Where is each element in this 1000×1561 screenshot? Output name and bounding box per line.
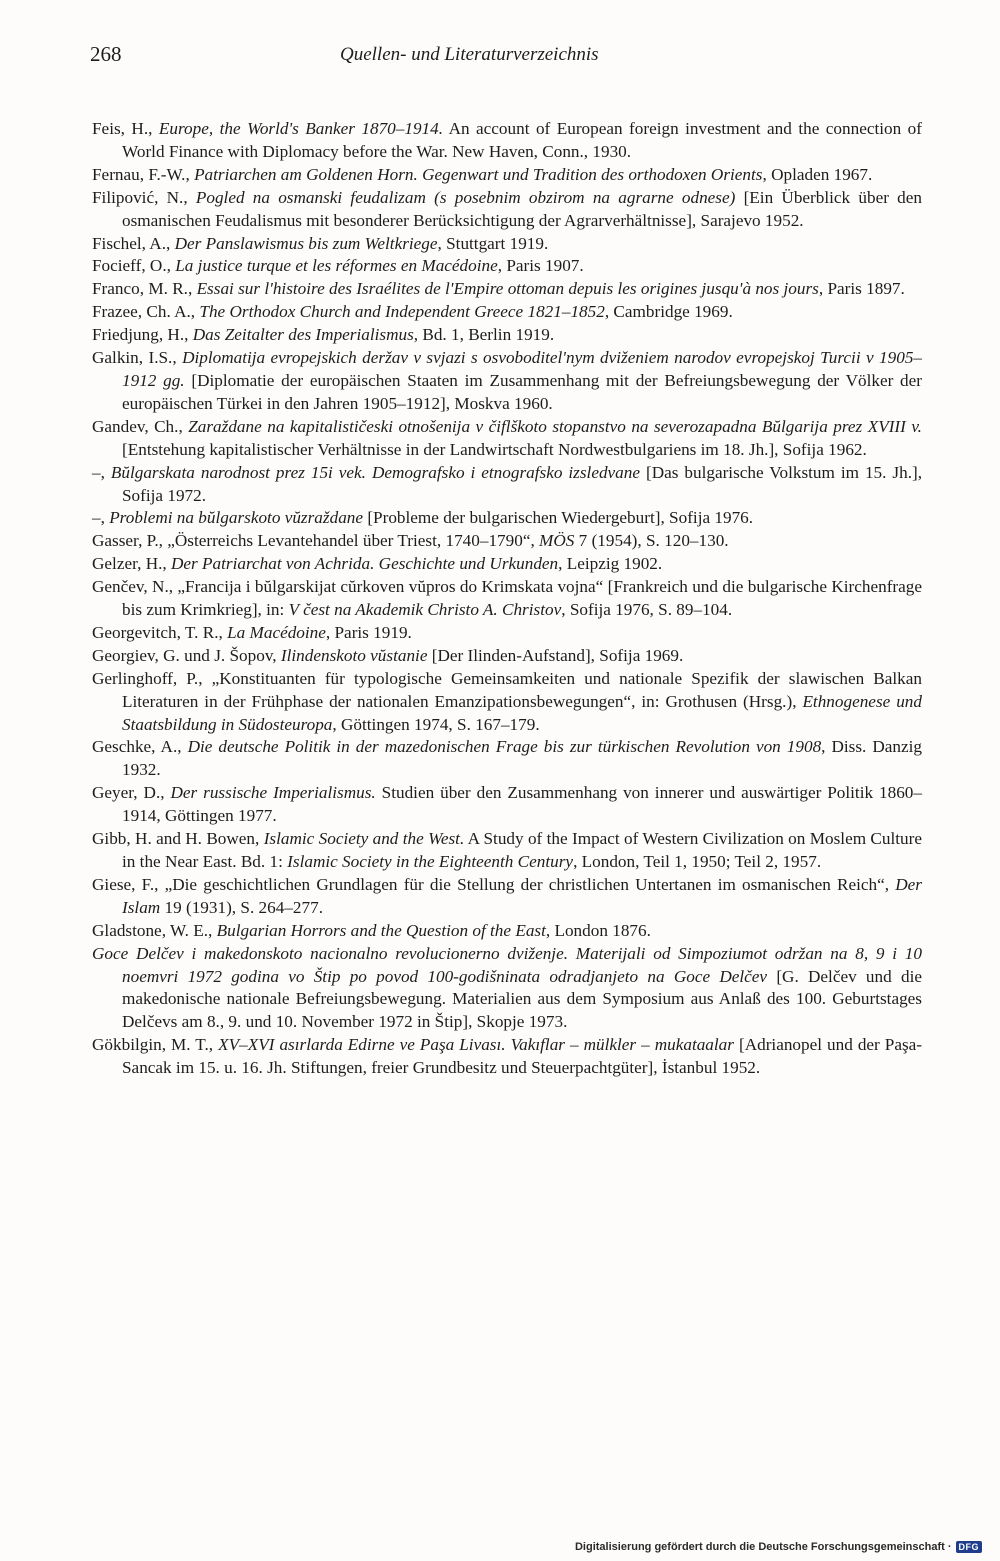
bibliography-entry — [92, 255, 922, 278]
entry-text: [Adrianopel und der Paşa-Sancak im 15. u. 16. Jh. Stiftungen, freier Grundbesitz und Steuerpachtgüter], İstanbul 1952. — [122, 1035, 922, 1078]
entry-text: Franco, M. R., — [92, 279, 197, 299]
bibliography-entry — [92, 782, 922, 828]
entry-text: [Diplomatie der europäischen Staaten im Zusammenhang mit der Befreiungsbewegung der Völker der europäischen Türkei in den Jahren 1905–1912], Moskva 1960. — [122, 370, 923, 413]
entry-text: A Study of the Impact of Western Civilization on Moslem Culture in the Near East. Bd. 1: — [122, 829, 922, 871]
entry-title: Der Islam — [122, 874, 922, 917]
entry-title: Diplomatija evropejskich deržav v svjazi s osvoboditel'nym dviženiem narodov evropejskoj Turcii v 1905–1912 gg. — [122, 348, 923, 390]
entry-text: , Paris 1919. — [325, 622, 412, 642]
entry-text: , Sofija 1976, S. 89–104. — [561, 600, 733, 620]
entry-text: Georgiev, G. und J. Šopov, — [92, 645, 281, 665]
entry-text: Giese, F., „Die geschichtlichen Grundlagen für die Stellung der christlichen Untertanen im osmanischen Reich“, — [92, 874, 896, 894]
entry-text: , Opladen 1967. — [762, 164, 873, 184]
entry-title: Islamic Society in the Eighteenth Century — [287, 852, 574, 871]
bibliography-entry — [92, 507, 922, 530]
entry-title: Essai sur l'histoire des Israélites de l'Empire ottoman depuis les origines jusqu'à nos jours — [196, 279, 819, 299]
bibliography-entry — [92, 462, 922, 508]
entry-title: La justice turque et les réformes en Macédoine — [175, 256, 498, 276]
entry-text: Gibb, H. and H. Bowen, — [92, 829, 264, 849]
entry-title: Goce Delčev i makedonskoto nacionalno revolucionerno dviženje. Materijali od Simpoziumot održan na 8, 9 i 10 noemvri 1972 godina vo Štip po povod 100-godišninata odradjanjeto na Goce Delčev — [92, 943, 922, 986]
entry-text: –, — [92, 508, 110, 528]
bibliography-entry — [92, 920, 922, 943]
entry-title: Ethnogenese und Staatsbildung in Südosteuropa — [122, 691, 922, 734]
bibliography-entry — [92, 187, 922, 233]
entry-text: An account of European foreign investment and the connection of World Finance with Diplomacy before the War. New Haven, Conn., 1930. — [122, 119, 922, 161]
bibliography-entry — [92, 645, 922, 668]
bibliography-entry — [92, 233, 922, 256]
bibliography-entry — [92, 416, 922, 462]
entry-title: Bulgarian Horrors and the Question of the East — [216, 920, 546, 940]
entry-text: Feis, H., — [92, 119, 159, 138]
bibliography-entry — [92, 874, 922, 920]
entry-text: Friedjung, H., — [92, 325, 193, 345]
digitization-credit — [575, 1541, 982, 1553]
entry-text: , Göttingen 1974, S. 167–179. — [332, 714, 540, 734]
entry-title: Der Panslawismus bis zum Weltkriege — [174, 233, 438, 253]
entry-text: , Leipzig 1902. — [558, 554, 663, 574]
entry-text: , Paris 1907. — [497, 256, 584, 276]
entry-text: 7 (1954), S. 120–130. — [574, 531, 729, 551]
entry-title: Europe, the World's Banker 1870–1914. — [158, 119, 444, 138]
entry-title: Islamic Society and the West. — [263, 829, 465, 849]
entry-title: Ilindenskoto vŭstanie — [280, 645, 428, 665]
bibliography-entry — [92, 736, 922, 782]
entry-text: Geschke, A., — [92, 737, 188, 757]
bibliography-entry — [92, 622, 922, 645]
entry-text: , Paris 1897. — [818, 279, 905, 299]
bibliography-entry — [92, 118, 922, 164]
entry-title: Pogled na osmanski feudalizam (s posebnim obzirom na agrarne odnese) — [195, 187, 736, 207]
entry-title: Problemi na bŭlgarskoto vŭzraždane — [109, 508, 364, 528]
bibliography-entry — [92, 1034, 922, 1080]
bibliography-entry — [92, 278, 922, 301]
entry-title: The Orthodox Church and Independent Greece 1821–1852 — [199, 302, 605, 322]
entry-text: Fernau, F.-W., — [92, 164, 195, 184]
entry-title: Das Zeitalter des Imperialismus — [192, 325, 414, 345]
entry-title: Der Patriarchat von Achrida. Geschichte und Urkunden — [171, 554, 559, 574]
entry-text: Studien über den Zusammenhang von innerer und auswärtiger Politik 1860–1914, Göttingen 1977. — [122, 783, 922, 826]
entry-text: [Der Ilinden-Aufstand], Sofija 1969. — [427, 645, 684, 665]
bibliography-entry — [92, 301, 922, 324]
entry-text: Geyer, D., — [92, 783, 171, 803]
entry-text: [Das bulgarische Volkstum im 15. Jh.], Sofija 1972. — [122, 462, 923, 505]
entry-text: 19 (1931), S. 264–277. — [160, 897, 324, 917]
bibliography-entry — [92, 576, 922, 622]
page-number: 268 — [90, 42, 122, 66]
entry-text: Gerlinghoff, P., „Konstituanten für typologische Gemeinsamkeiten und nationale Spezifik der slawischen Balkan Literaturen in der Frühphase der nationalen Emanzipationsbewegungen“, in: Grothusen (Hrsg.), — [92, 668, 922, 711]
entry-text: Gandev, Ch., — [92, 416, 189, 436]
entry-text: [G. Delčev und die makedonische nationale Befreiungsbewegung. Materialien aus dem Symposium aus Anlaß des 100. Geburtstages Delčevs am 8., 9. und 10. November 1972 in Štip], Skopje 1973. — [122, 966, 922, 1032]
entry-title: Patriarchen am Goldenen Horn. Gegenwart und Tradition des orthodoxen Orients — [194, 164, 763, 184]
entry-text: , London, Teil 1, 1950; Teil 2, 1957. — [573, 852, 822, 871]
bibliography-entry — [92, 943, 922, 1035]
bibliography-entry — [92, 324, 922, 347]
entry-title: MÖS — [539, 531, 575, 551]
entry-text: Fischel, A., — [92, 233, 175, 253]
credit-text: Digitalisierung gefördert durch die Deutsche Forschungsgemeinschaft · — [574, 1541, 952, 1553]
entry-text: Genčev, N., „Francija i bŭlgarskijat cŭrkoven vŭpros do Krimskata vojna“ [Frankreich und die bulgarische Kirchenfrage bis zum Krimkrieg], in: — [92, 577, 922, 620]
entry-text: [Entstehung kapitalistischer Verhältnisse in der Landwirtschaft Nordwestbulgariens im 18. Jh.], Sofija 1962. — [122, 439, 867, 459]
bibliography-list — [92, 118, 922, 1080]
entry-text: Gasser, P., „Österreichs Levantehandel über Triest, 1740–1790“, — [92, 531, 540, 551]
bibliography-entry — [92, 668, 922, 737]
bibliography-entry — [92, 530, 922, 553]
entry-text: Focieff, O., — [92, 256, 176, 276]
entry-text: Gelzer, H., — [92, 554, 172, 574]
entry-title: XV–XVI asırlarda Edirne ve Paşa Livası. Vakıflar – mülkler – mukataalar — [218, 1035, 734, 1055]
entry-title: Die deutsche Politik in der mazedonischen Frage bis zur türkischen Revolution von 1908 — [187, 737, 822, 757]
entry-title: La Macédoine — [227, 622, 326, 642]
entry-text: , Diss. Danzig 1932. — [122, 737, 923, 780]
entry-text: , London 1876. — [545, 920, 651, 940]
bibliography-entry — [92, 828, 922, 874]
bibliography-entry — [92, 347, 922, 416]
entry-text: Gladstone, W. E., — [92, 920, 217, 940]
entry-text: , Cambridge 1969. — [604, 302, 733, 322]
entry-text: [Probleme der bulgarischen Wiedergeburt], Sofija 1976. — [363, 508, 754, 528]
entry-title: V čest na Akademik Christo A. Christov — [288, 600, 562, 620]
running-head: Quellen- und Literaturverzeichnis — [340, 44, 599, 65]
entry-text: , Bd. 1, Berlin 1919. — [413, 325, 555, 345]
entry-text: Filipović, N., — [92, 187, 196, 207]
entry-text: [Ein Überblick über den osmanischen Feudalismus mit besonderer Berücksichtigung der Agrarverhältnisse], Sarajevo 1952. — [122, 187, 922, 230]
entry-text: Georgevitch, T. R., — [92, 622, 228, 642]
entry-text: Gökbilgin, M. T., — [92, 1035, 219, 1055]
entry-text: Frazee, Ch. A., — [92, 302, 200, 322]
bibliography-entry — [92, 553, 922, 576]
entry-text: Galkin, I.S., — [92, 348, 183, 368]
entry-title: Zaraždane na kapitalističeski otnošenija v čiflškoto stopanstvo na severozapadna Bŭlgarija prez XVIII v. — [188, 416, 922, 436]
bibliography-entry — [92, 164, 922, 187]
entry-title: Der russische Imperialismus. — [170, 783, 376, 803]
dfg-logo: DFG — [956, 1541, 983, 1553]
entry-title: Bŭlgarskata narodnost prez 15i vek. Demografsko i etnografsko izsledvane — [110, 462, 640, 482]
entry-text: –, — [92, 462, 111, 482]
entry-text: , Stuttgart 1919. — [437, 233, 549, 253]
